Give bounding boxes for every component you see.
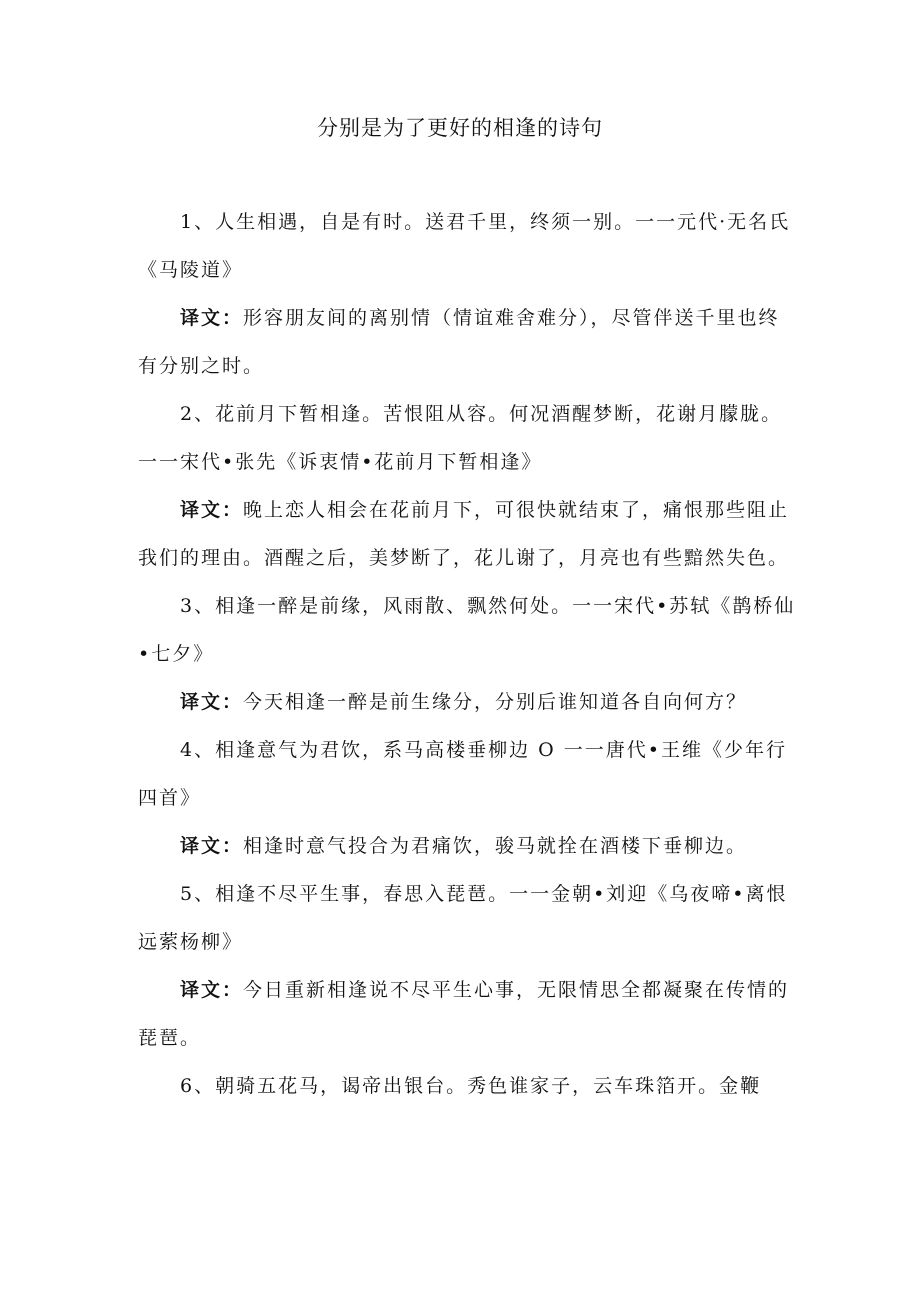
translation-label: 译文： (180, 499, 244, 521)
document-body (138, 198, 798, 1110)
document-title: 分别是为了更好的相逢的诗句 (317, 116, 603, 140)
translation-paragraph-5 (138, 966, 798, 1062)
poem-text: 3、相逢一醉是前缘，风雨散、飘然何处。一一宋代•苏轼《鹊桥仙•七夕》 (138, 595, 796, 665)
poem-paragraph-2 (138, 390, 798, 486)
translation-text: 晚上恋人相会在花前月下，可很快就结束了，痛恨那些阻止我们的理由。酒醒之后，美梦断了，花儿谢了，月亮也有些黯然失色。 (138, 499, 790, 569)
translation-text: 今天相逢一醉是前生缘分，分别后谁知道各自向何方？ (243, 691, 748, 713)
translation-text: 相逢时意气投合为君痛饮，骏马就拴在酒楼下垂柳边。 (243, 835, 748, 857)
poem-paragraph-5 (138, 870, 798, 966)
poem-text: 5、相逢不尽平生事，春思入琵琶。一一金朝•刘迎《乌夜啼•离恨远萦杨柳》 (138, 883, 788, 953)
translation-paragraph-4 (138, 822, 798, 870)
poem-text: 2、花前月下暂相逢。苦恨阻从容。何况酒醒梦断，花谢月朦胧。一一宋代•张先《诉衷情•花前月下暂相逢》 (138, 403, 783, 473)
translation-label: 译文： (180, 691, 244, 713)
poem-text: 6、朝骑五花马，谒帝出银台。秀色谁家子，云车珠箔开。金鞭 (180, 1075, 762, 1097)
translation-label: 译文： (180, 979, 244, 1001)
poem-text: 4、相逢意气为君饮，系马高楼垂柳边 O 一一唐代•王维《少年行四首》 (138, 739, 787, 809)
poem-text: 1、人生相遇，自是有时。送君千里，终须一别。一一元代·无名氏《马陵道》 (138, 211, 791, 281)
poem-paragraph-3 (138, 582, 798, 678)
translation-paragraph-3 (138, 678, 798, 726)
translation-label: 译文： (180, 835, 244, 857)
poem-paragraph-1 (138, 198, 798, 294)
translation-text: 形容朋友间的离别情（情谊难舍难分），尽管伴送千里也终有分别之时。 (138, 307, 780, 377)
translation-label: 译文： (180, 307, 244, 329)
poem-paragraph-4 (138, 726, 798, 822)
translation-paragraph-2 (138, 486, 798, 582)
translation-paragraph-1 (138, 294, 798, 390)
translation-text: 今日重新相逢说不尽平生心事，无限情思全都凝聚在传情的琵琶。 (138, 979, 790, 1049)
poem-paragraph-6 (138, 1062, 798, 1110)
